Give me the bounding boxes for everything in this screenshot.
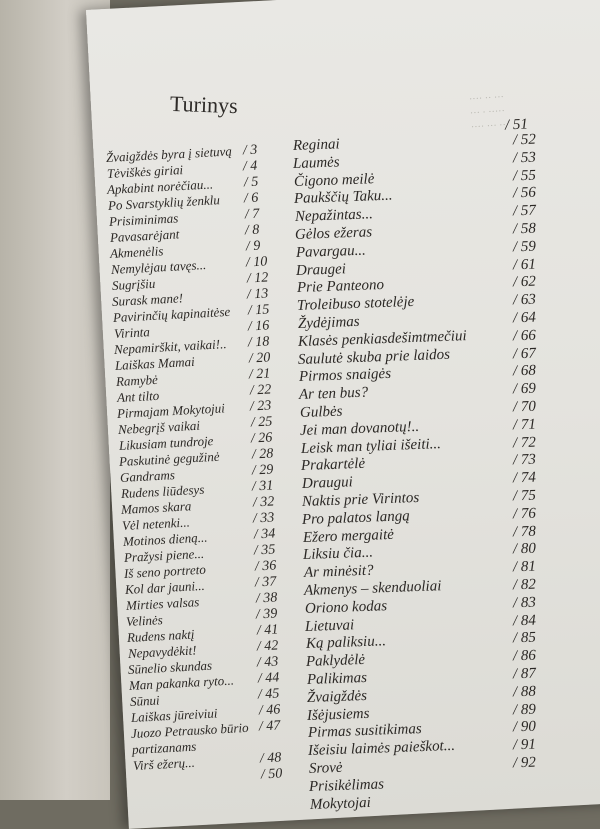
toc-entry-title: Apkabint norėčiau... [106, 176, 214, 197]
toc-entry-title: Liksiu čia... [303, 544, 374, 564]
toc-entry-title: Ežero mergaitė [302, 526, 395, 546]
toc-entry-page: / 3 [242, 142, 258, 159]
toc-entry-title: Gandrams [119, 467, 176, 485]
toc-entry-page: / 10 [245, 254, 268, 271]
toc-entry-title: Iš seno portreto [123, 561, 207, 581]
toc-entry-title: Vėl netenki... [121, 514, 191, 533]
toc-entry-title: Motinos dieną... [122, 529, 208, 549]
toc-entry-title: Oriono kodas [304, 597, 387, 617]
toc-entry-page: / 70 [512, 398, 537, 416]
toc-entry-page: / 87 [512, 665, 537, 683]
toc-entry-title: Pražysi piene... [123, 545, 204, 565]
toc-entry-title: Draugui [301, 474, 353, 493]
toc-entry-title: Troleibuso stotelėje [296, 294, 415, 315]
toc-entry-title: Prakartėlė [300, 456, 366, 475]
toc-entry-page: / 9 [245, 238, 261, 255]
toc-entry-title: Ant tilto [116, 387, 160, 405]
toc-entry-title: Prisikėlimas [308, 776, 385, 795]
toc-entry-page: / 13 [246, 286, 269, 303]
toc-entry-title: Ramybė [115, 371, 158, 389]
toc-entry-title: Prisiminimas [108, 210, 179, 229]
toc-entry-title: Akmenėlis [109, 243, 164, 261]
bleed-through-text: ···· ·· ··· ··· · ····· ···· ··· ·· [468, 91, 507, 134]
toc-entry-page: / 74 [512, 469, 537, 487]
toc-entry-title: Reginai [292, 136, 340, 154]
toc-entry-page: / 56 [512, 184, 537, 202]
toc-entry-title: Rudens liūdesys [120, 481, 205, 501]
toc-entry-title: Prie Panteono [296, 277, 384, 297]
toc-entry-page: / 18 [247, 334, 271, 351]
toc-entry-page: / 63 [512, 291, 537, 309]
toc-entry-page: / 91 [512, 736, 537, 754]
toc-entry-page: / 71 [512, 416, 537, 434]
toc-entry-title: Juozo Petrausko būrio [130, 719, 250, 741]
toc-entry-title: Likusiam tundroje [118, 433, 214, 453]
toc-entry-page: / 4 [243, 158, 259, 175]
toc-entry-page: / 7 [244, 206, 260, 223]
toc-entry-page: / 37 [254, 574, 277, 591]
toc-entry-title: Pirmas susitikimas [307, 721, 422, 742]
toc-entry-title: Velinės [125, 612, 164, 629]
toc-title: Turinys [169, 90, 239, 119]
toc-entry-page: / 89 [512, 701, 537, 718]
toc-entry-page: / 29 [251, 462, 274, 479]
toc-entry-page: / 57 [512, 202, 537, 220]
toc-entry-page: / 20 [248, 350, 271, 367]
toc-entry-title: Mokytojai [309, 794, 371, 813]
toc-entry-title: Čigono meilė [293, 170, 375, 190]
toc-entry-page: / 50 [260, 766, 283, 783]
toc-entry-page: / 44 [257, 670, 280, 687]
toc-entry-page: / 75 [512, 487, 537, 505]
toc-entry-title: Nemylėjau tavęs... [110, 257, 207, 277]
toc-entry-page: / 31 [252, 478, 275, 495]
toc-entry-title: Žydėjimas [297, 313, 360, 332]
toc-entry-page: / 15 [247, 302, 270, 319]
toc-entry-page: / 36 [254, 558, 277, 575]
toc-entry-title: partizanams [131, 738, 197, 757]
toc-entry-page: / 64 [512, 309, 537, 327]
toc-entry-page: / 5 [243, 174, 259, 191]
toc-entry-title: Nepamirškit, vaikai!.. [113, 336, 228, 357]
toc-entry-page: / 42 [256, 638, 279, 655]
toc-entry-page: / 81 [512, 558, 537, 576]
toc-entry-page: / 72 [512, 434, 537, 451]
toc-entry-page: / 21 [248, 366, 272, 383]
toc-entry-page: / 86 [512, 647, 537, 665]
toc-entry-title: Ar ten bus? [299, 384, 369, 404]
toc-entry-page: / 83 [512, 594, 537, 612]
toc-entry-page: / 52 [512, 131, 537, 149]
toc-entry-title: Žvaigždės byra į sietuvą [105, 143, 233, 165]
toc-entry-title: Laiškas jūreiviui [130, 705, 218, 725]
toc-entry-page: / 48 [259, 750, 282, 767]
toc-entry-page: / 68 [512, 362, 537, 380]
toc-entry-page: / 53 [512, 149, 537, 167]
toc-entry-title: Surask mane! [111, 290, 184, 309]
toc-entry-title: Sugrįšiu [111, 275, 156, 293]
toc-entry-title: Srovė [308, 759, 343, 777]
toc-entry-page: / 32 [252, 494, 275, 511]
toc-entry-title: Po Svarstyklių ženklu [107, 192, 221, 213]
toc-entry-page: / 76 [512, 505, 537, 523]
toc-entry-title: Laiškas Mamai [114, 353, 196, 373]
toc-entry-page: / 45 [257, 686, 281, 703]
toc-entry-title: Pro palatos langą [302, 508, 411, 528]
toc-entry-page: / 22 [249, 382, 272, 399]
toc-entry-page: / 12 [246, 270, 269, 287]
toc-entry-title: Leisk man tyliai išeiti... [300, 435, 441, 457]
toc-entry-page: / 16 [247, 318, 270, 335]
toc-entry-page: / 43 [256, 654, 280, 671]
toc-entry-page: / 8 [244, 222, 260, 239]
toc-entry-title: Rudens naktį [126, 626, 195, 645]
toc-entry-title: Sūnelio skundas [127, 657, 213, 677]
toc-entry-page: / 84 [512, 612, 537, 629]
toc-entry-title: Ar minėsit? [303, 562, 374, 582]
toc-entry-page: / 55 [512, 167, 537, 184]
toc-entry-title: Man pakanka ryto... [128, 672, 235, 693]
toc-entry-title: Išeisiu laimės paieškot... [308, 738, 456, 760]
toc-entry-title: Pavasarėjant [109, 226, 180, 245]
toc-entry-page: / 6 [243, 190, 260, 207]
toc-entry-page: / 82 [512, 576, 537, 594]
toc-entry-title: Laumės [293, 154, 341, 172]
toc-entry-title: Jei man dovanotų!.. [299, 418, 420, 439]
toc-entry-title: Paukščių Taku... [294, 187, 394, 208]
toc-entry-page: / 58 [512, 220, 537, 238]
toc-entry-title: Nebegrįš vaikai [117, 417, 201, 437]
toc-entry-title: Gėlos ežeras [294, 224, 373, 243]
toc-entry-page: / 28 [251, 446, 274, 463]
toc-entry-page: / 67 [512, 345, 537, 362]
toc-entry-page: / 88 [512, 683, 537, 701]
toc-entry-page: / 59 [512, 238, 537, 256]
toc-entry-page: / 61 [512, 256, 537, 273]
toc-entry-title: Mirties valsas [125, 594, 200, 613]
toc-entry-title: Pavirinčių kapinaitėse [112, 303, 231, 325]
toc-entry-page: / 25 [250, 414, 273, 431]
toc-entry-title: Pavargau... [295, 242, 366, 261]
toc-entry-title: Paskutinė gegužinė [118, 448, 221, 469]
toc-entry-title: Paklydėlė [305, 652, 366, 671]
toc-entry-title: Saulutė skuba prie laidos [298, 346, 451, 368]
toc-entry-title: Mamos skara [120, 498, 193, 517]
toc-entry-title: Išėjusiems [307, 705, 371, 724]
toc-entry-title: Virš ežerų... [132, 754, 195, 773]
toc-entry-page: / 39 [255, 606, 278, 623]
toc-entry-page: / 80 [512, 540, 537, 558]
toc-entry-page: / 26 [250, 430, 273, 447]
toc-entry-page: / 41 [256, 622, 279, 639]
toc-entry-page: / 78 [512, 523, 537, 540]
toc-entry-page: / 66 [512, 327, 537, 345]
toc-entry-page: / 38 [255, 590, 278, 607]
toc-entry-title: Palikimas [306, 669, 367, 688]
toc-entry-title: Nepažintas... [294, 206, 373, 226]
toc-entry-title: Pirmajam Mokytojui [116, 400, 226, 421]
toc-entry-title: Draugei [295, 260, 347, 279]
toc-entry-title: Žvaigždės [306, 687, 368, 706]
toc-entry-title: Akmenys – skenduoliai [303, 578, 442, 599]
toc-entry-title: Lietuvai [304, 616, 355, 635]
toc-entry-title: Kol dar jauni... [124, 577, 205, 597]
toc-entry-page: / 47 [258, 718, 281, 735]
toc-entry-title: Klasės penkiasdešimtmečiui [297, 327, 467, 350]
toc-entry-page: / 33 [252, 510, 276, 527]
toc-entry-page: / 62 [512, 273, 537, 291]
toc-entry-page: / 90 [512, 718, 537, 736]
toc-entry-page: / 73 [512, 451, 537, 469]
toc-entry-title: Virinta [113, 324, 150, 341]
toc-entry-title: Tėviškės giriai [106, 162, 184, 181]
toc-entry-title: Nepavydėkit! [127, 642, 197, 661]
toc-entry-title: Gulbės [299, 403, 343, 421]
toc-entry-title: Pirmos snaigės [298, 366, 392, 386]
toc-entry-page: / 92 [512, 754, 537, 772]
toc-entry-title: Naktis prie Virintos [301, 489, 420, 510]
toc-entry-page: / 69 [512, 380, 537, 398]
toc-entry-title: Sūnui [129, 692, 160, 709]
toc-entry-page: / 23 [249, 398, 272, 415]
toc-entry-page: / 85 [512, 629, 537, 647]
toc-top-page-number: / 51 [504, 116, 529, 134]
toc-entry-page: / 46 [258, 702, 281, 719]
toc-entry-page: / 35 [253, 542, 276, 559]
toc-entry-title: Ką paliksiu... [305, 633, 386, 653]
toc-entry-page: / 34 [253, 526, 276, 543]
